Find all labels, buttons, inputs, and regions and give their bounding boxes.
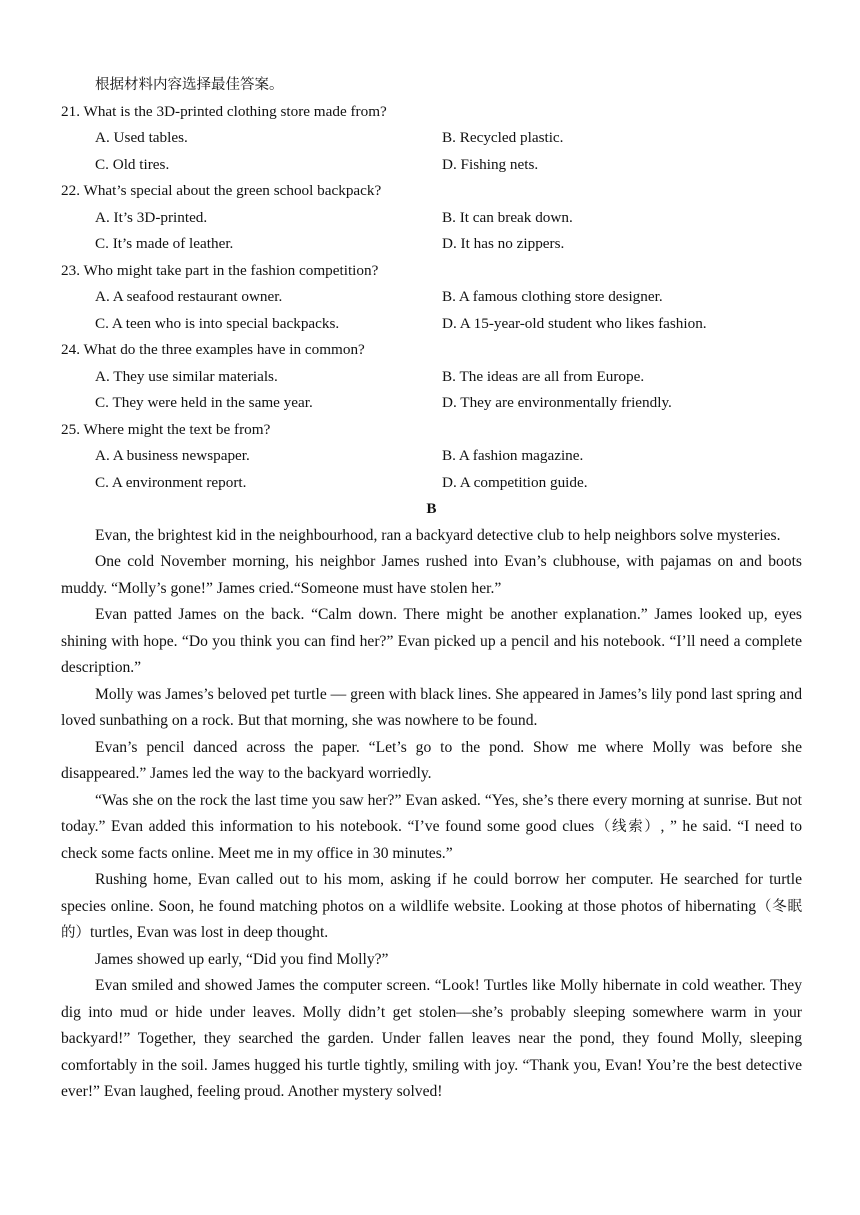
- passage-paragraph: Evan’s pencil danced across the paper. “Let’s go to the pond. Show me where Molly was before she disappeared.” James led the way to the backyard worriedly.: [61, 738, 802, 782]
- passage-paragraph: James showed up early, “Did you find Molly?”: [95, 950, 389, 968]
- answer-option[interactable]: D. A 15-year-old student who likes fashion.: [442, 314, 707, 332]
- options-row: [61, 470, 802, 497]
- answer-option[interactable]: C. They were held in the same year.: [95, 394, 313, 411]
- answer-option[interactable]: D. They are environmentally friendly.: [442, 394, 672, 411]
- options-row: [61, 205, 802, 232]
- passage-b: [61, 523, 802, 1106]
- answer-option[interactable]: A. A seafood restaurant owner.: [95, 288, 283, 305]
- question-stem: 22. What’s special about the green school backpack?: [61, 182, 382, 199]
- options-row: [61, 284, 802, 311]
- answer-option[interactable]: B. A famous clothing store designer.: [442, 288, 663, 305]
- passage-paragraph: One cold November morning, his neighbor James rushed into Evan’s clubhouse, with pajamas on and boots muddy. “Molly’s gone!” James cried.“Someone must have stolen her.”: [61, 553, 802, 597]
- paragraph-text: Rushing home, Evan called out to his mom, asking if he could borrow her computer. He searched for turtle species online. Soon, he found matching photos on a wildlife website. Looking at those photos of hibernating: [61, 871, 802, 915]
- answer-option[interactable]: C. It’s made of leather.: [95, 235, 234, 252]
- paragraph-text: turtles, Evan was lost in deep thought.: [90, 924, 329, 941]
- passage-paragraph: Evan, the brightest kid in the neighbourhood, ran a backyard detective club to help neighbors solve mysteries.: [95, 526, 781, 544]
- answer-option[interactable]: D. It has no zippers.: [442, 235, 565, 252]
- question-stem: 25. Where might the text be from?: [61, 420, 271, 438]
- options-row: [61, 443, 802, 470]
- question-list: [61, 99, 802, 497]
- options-row: [61, 152, 802, 179]
- exam-page: [61, 72, 802, 1106]
- passage-paragraph: Molly was James’s beloved pet turtle — green with black lines. She appeared in James’s lily pond last spring and loved sunbathing on a rock. But that morning, she was nowhere to be found.: [61, 685, 802, 729]
- options-row: [61, 390, 802, 417]
- passage-paragraph: [61, 788, 802, 868]
- answer-option[interactable]: D. A competition guide.: [442, 473, 588, 491]
- answer-option[interactable]: D. Fishing nets.: [442, 155, 539, 173]
- passage-paragraph: Evan smiled and showed James the computer screen. “Look! Turtles like Molly hibernate in cold weather. They dig into mud or hide under leaves. Molly didn’t get stolen—she’s probably sleeping somewhere warm in your backyard!” Together, they searched the garden. Under fallen leaves near the pond, they found Molly, sleeping comfortably in the soil. James hugged his turtle tightly, smiling with joy. “Thank you, Evan! You’re the best detective ever!” Evan laughed, feeling proud. Another mystery solved!: [61, 977, 802, 1100]
- answer-option[interactable]: A. Used tables.: [95, 129, 188, 146]
- answer-option[interactable]: A. They use similar materials.: [95, 367, 278, 385]
- paragraph-text: “Was she on the rock the last time you saw her?” Evan asked. “Yes, she’s there every morning at sunrise. But not today.” Evan added this information to his notebook. “I’ve found some good clues: [61, 791, 802, 835]
- section-b-title: B: [426, 500, 437, 517]
- options-row: [61, 364, 802, 391]
- question-stem: 24. What do the three examples have in common?: [61, 341, 365, 358]
- passage-paragraph: [61, 867, 802, 947]
- options-row: [61, 231, 802, 258]
- passage-paragraph: Evan patted James on the back. “Calm down. There might be another explanation.” James looked up, eyes shining with hope. “Do you think you can find her?” Evan picked up a pencil and his notebook. “I’ll need a complete description.”: [61, 606, 802, 676]
- answer-option[interactable]: B. It can break down.: [442, 208, 573, 226]
- options-row: [61, 125, 802, 152]
- answer-option[interactable]: C. A environment report.: [95, 473, 247, 491]
- answer-option[interactable]: C. A teen who is into special backpacks.: [95, 314, 340, 332]
- answer-option[interactable]: A. A business newspaper.: [95, 447, 250, 464]
- options-row: [61, 311, 802, 338]
- answer-option[interactable]: B. Recycled plastic.: [442, 129, 564, 146]
- answer-option[interactable]: B. A fashion magazine.: [442, 447, 584, 464]
- question-stem: 21. What is the 3D-printed clothing store made from?: [61, 102, 387, 120]
- paragraph-text: , ” he said. “I need to check some facts online. Meet me in my office in 30 minutes.”: [61, 818, 803, 862]
- instruction: 根据材料内容选择最佳答案。: [95, 77, 284, 93]
- chinese-gloss: （冬眠的）: [61, 898, 802, 941]
- answer-option[interactable]: C. Old tires.: [95, 155, 170, 173]
- chinese-gloss: （线索）: [594, 819, 661, 835]
- question-stem: 23. Who might take part in the fashion competition?: [61, 261, 379, 279]
- answer-option[interactable]: A. It’s 3D-printed.: [95, 208, 208, 226]
- answer-option[interactable]: B. The ideas are all from Europe.: [442, 367, 645, 385]
